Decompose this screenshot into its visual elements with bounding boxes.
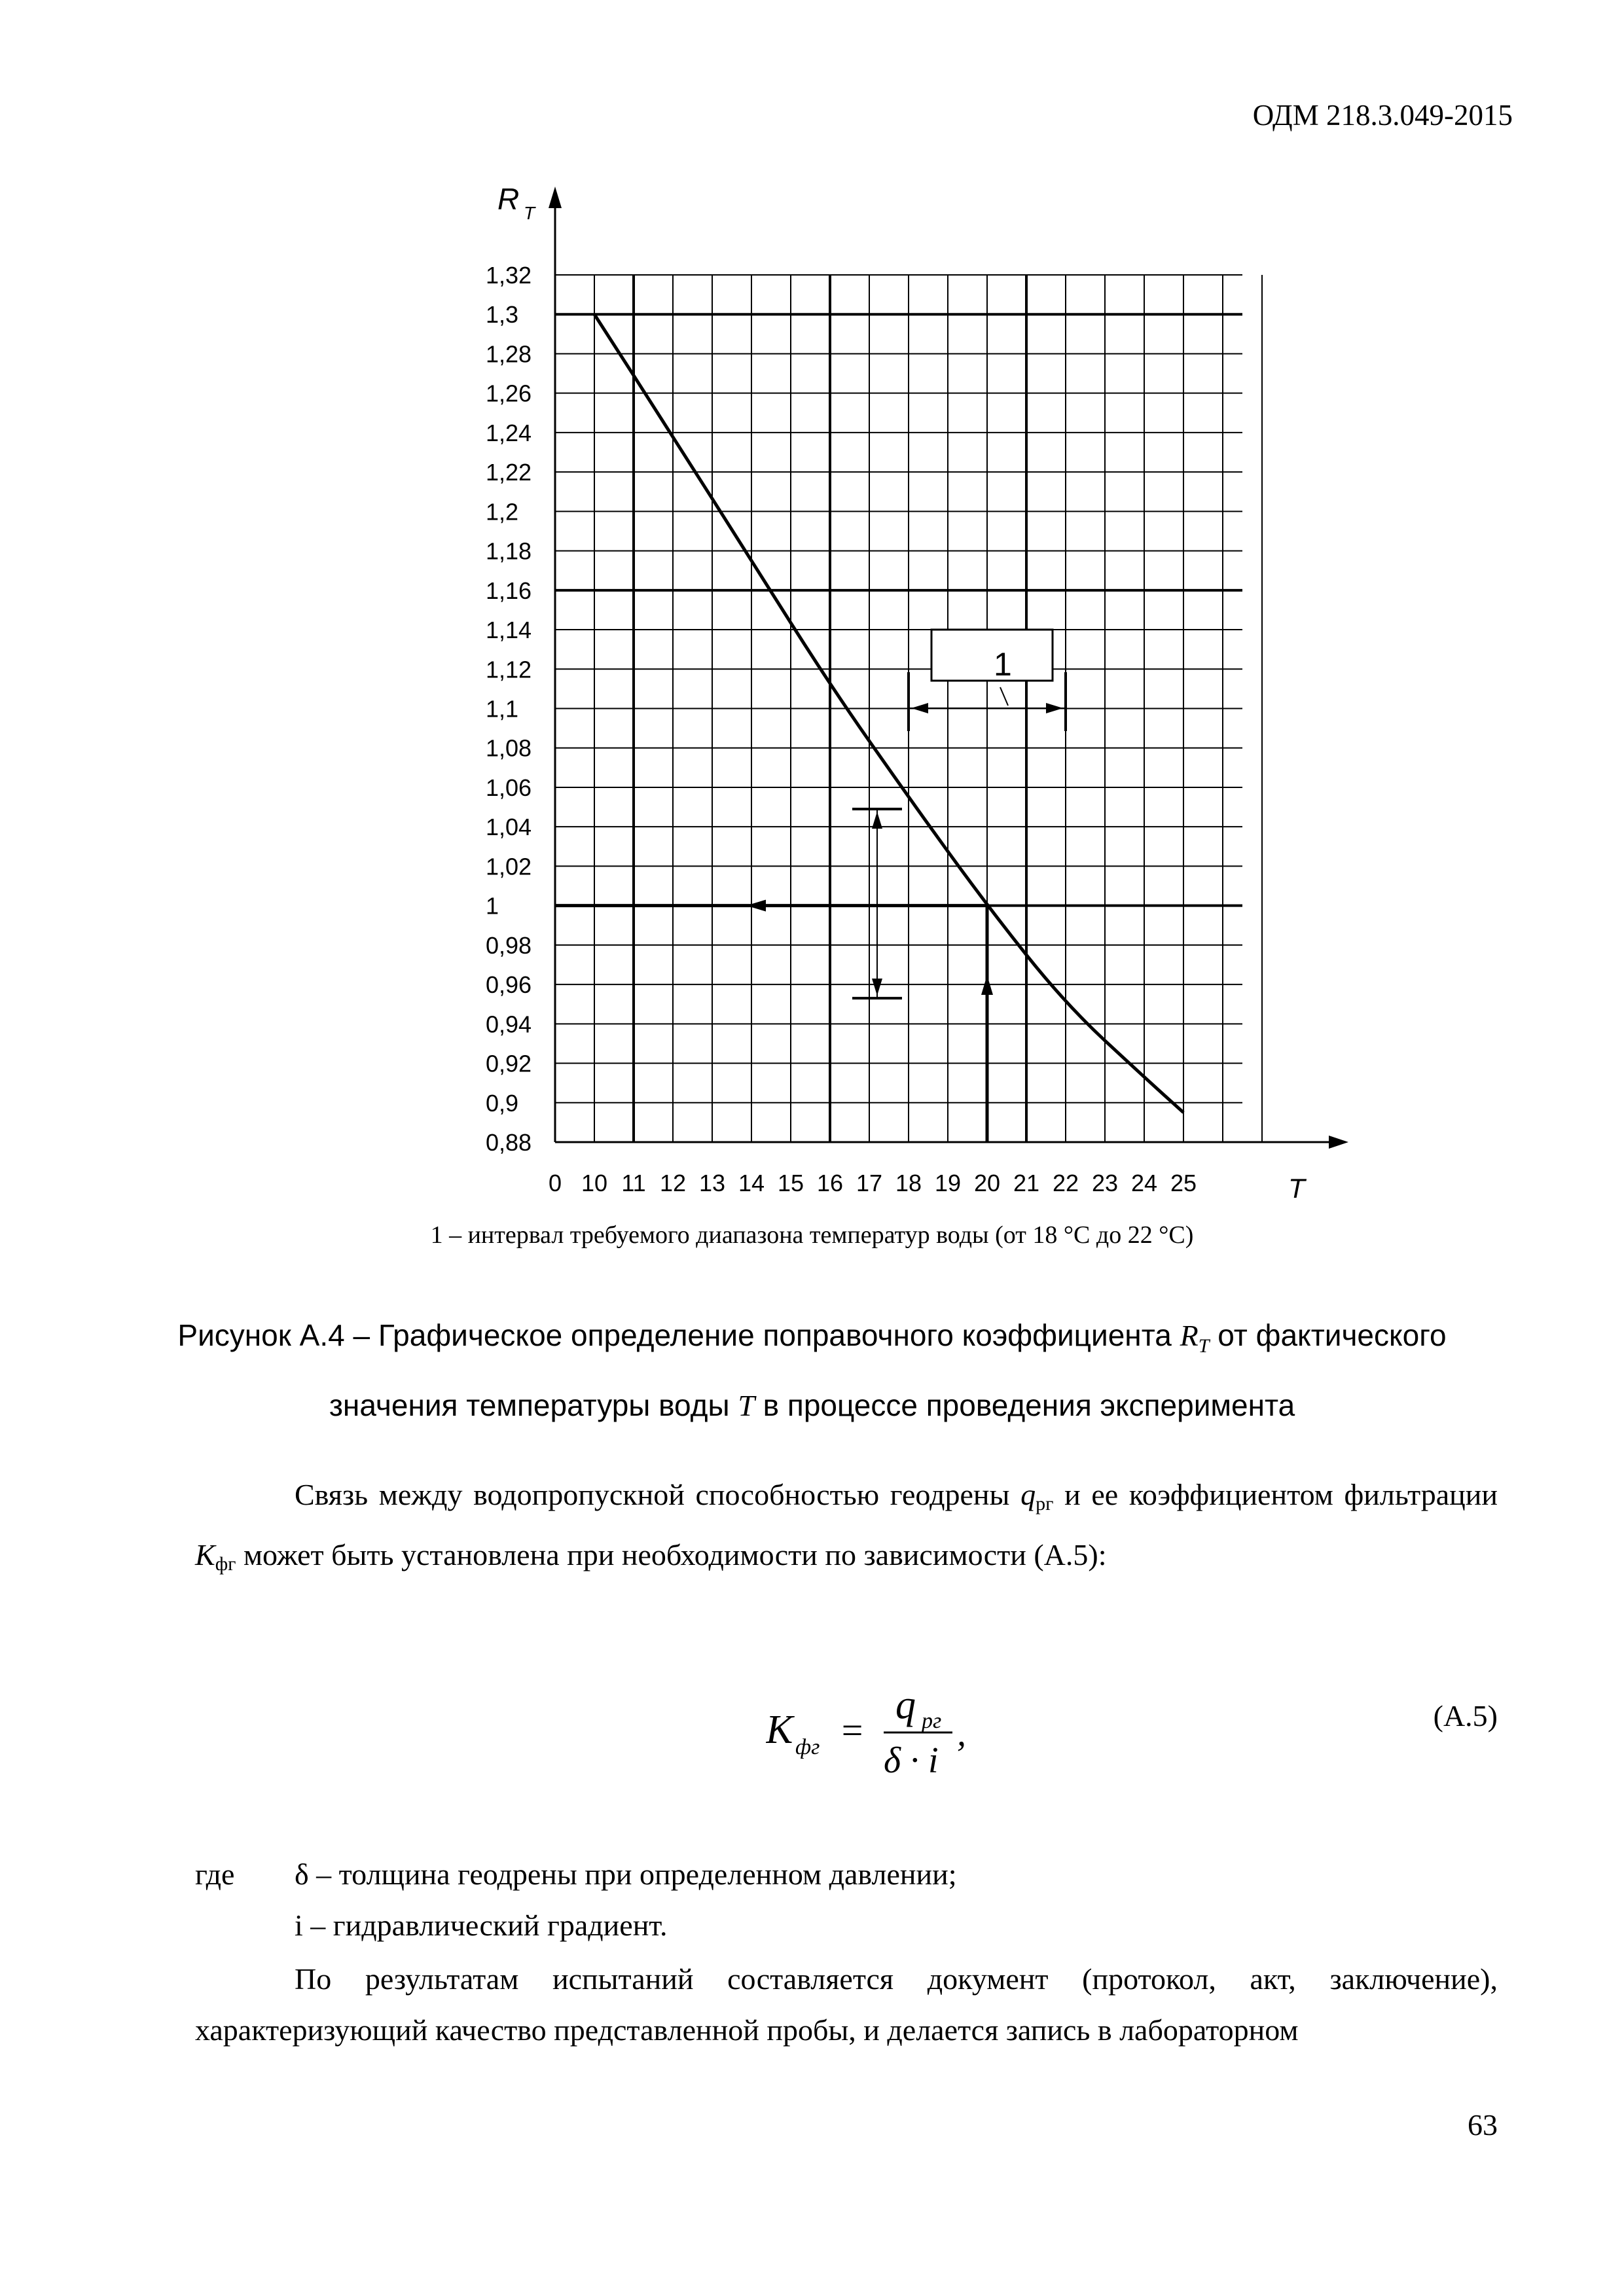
paragraph-2: По результатам испытаний составляется документ (протокол, акт, заключение), характеризующий качество представленной пробы, и делается запись в лабораторном	[195, 1962, 1498, 2047]
x-tick-label: 19	[934, 1170, 962, 1196]
x-tick-label: 22	[1052, 1170, 1079, 1196]
x-tick-label: 20	[973, 1170, 1001, 1196]
reference-left-arrow	[746, 900, 766, 912]
x-tick-label: 23	[1091, 1170, 1119, 1196]
y-tick-label: 1,24	[486, 419, 532, 446]
y-tick-label: 0,94	[486, 1011, 532, 1038]
chart-series	[594, 314, 1183, 1113]
interval-label-box	[931, 630, 1053, 681]
chart-annotations	[555, 630, 1066, 1142]
paragraph-1: Связь между водопропускной способностью геодрены $q_{рг}$ и ее коэффициентом фильтрации $K_{фг}$ может быть установлена при необходимости по зависимости (А.5):	[195, 1478, 1498, 1575]
y-tick-label: 1,06	[486, 774, 532, 801]
rt-curve-0	[594, 314, 1183, 1113]
y-axis-title: R	[497, 182, 520, 216]
y-tick-label: 0,92	[486, 1050, 532, 1077]
chart-axes	[497, 182, 1348, 1204]
svg-text:=: =	[839, 1709, 865, 1751]
interval-label: 1	[994, 646, 1012, 683]
where-word: где	[195, 1857, 235, 1891]
interval-arrow-left	[911, 703, 928, 713]
svg-text:,: ,	[957, 1713, 966, 1754]
legend-note: 1 – интервал требуемого диапазона температур воды (от 18 °С до 22 °С)	[430, 1221, 1194, 1249]
y-tick-label: 1,32	[486, 262, 532, 289]
x-tick-label: 12	[659, 1170, 687, 1196]
y-tick-label: 1,1	[486, 695, 519, 723]
y-tick-labels	[486, 262, 532, 1156]
interval-arrow-right	[1046, 703, 1063, 713]
x-tick-label: 0	[548, 1170, 562, 1196]
interval-leader	[1000, 687, 1008, 706]
x-tick-label: 14	[738, 1170, 765, 1196]
svg-text:фг: фг	[795, 1735, 820, 1759]
x-axis-arrow	[1329, 1136, 1348, 1149]
y-tick-label: 0,9	[486, 1089, 519, 1117]
y-axis-arrow	[549, 187, 562, 208]
x-tick-label: 25	[1170, 1170, 1197, 1196]
x-tick-label: 10	[581, 1170, 608, 1196]
caption-line-2: значения температуры воды T в процессе проведения эксперимента	[329, 1388, 1295, 1423]
y-tick-label: 0,88	[486, 1129, 532, 1156]
caption-line-1: Рисунок А.4 – Графическое определение поправочного коэффициента $R_T$ от фактического	[177, 1318, 1447, 1357]
svg-text:q: q	[895, 1685, 916, 1727]
figure-caption	[0, 1306, 1624, 1435]
y-tick-label: 1,04	[486, 814, 532, 841]
y-tick-label: 1,22	[486, 459, 532, 486]
y-axis-title-sub: T	[524, 203, 535, 223]
x-tick-label: 21	[1013, 1170, 1040, 1196]
where-item-2: i – гидравлический градиент.	[295, 1909, 668, 1942]
x-tick-label: 24	[1130, 1170, 1158, 1196]
y-tick-label: 1,18	[486, 537, 532, 565]
y-tick-label: 1	[486, 892, 499, 920]
y-tick-label: 0,98	[486, 931, 532, 959]
page-number: 63	[1468, 2108, 1498, 2142]
y-tick-label: 1,12	[486, 656, 532, 683]
x-tick-label: 17	[856, 1170, 883, 1196]
formula-a5	[766, 1685, 1015, 1794]
y-tick-label: 1,02	[486, 853, 532, 880]
y-tick-label: 0,96	[486, 971, 532, 999]
x-tick-labels	[549, 1170, 1197, 1196]
x-tick-label: 11	[621, 1170, 646, 1196]
tolerance-arrow-up	[872, 812, 882, 829]
tolerance-arrow-down	[872, 978, 882, 996]
document-code: ОДМ 218.3.049-2015	[1252, 99, 1513, 132]
where-item-1: δ – толщина геодрены при определенном давлении;	[295, 1857, 957, 1891]
y-tick-label: 1,28	[486, 340, 532, 368]
x-tick-label: 16	[816, 1170, 844, 1196]
formula-render	[766, 1685, 1015, 1784]
x-tick-label: 13	[698, 1170, 726, 1196]
svg-text:рг: рг	[922, 1709, 942, 1733]
y-tick-label: 1,3	[486, 301, 519, 329]
y-tick-label: 1,08	[486, 734, 532, 762]
x-tick-label: 18	[895, 1170, 922, 1196]
y-tick-label: 1,26	[486, 380, 532, 407]
x-axis-title: T	[1288, 1173, 1305, 1204]
x-tick-label: 15	[777, 1170, 804, 1196]
y-tick-label: 1,16	[486, 577, 532, 604]
svg-text:δ · i: δ · i	[884, 1740, 939, 1781]
formula-number: (А.5)	[1433, 1699, 1498, 1732]
y-tick-label: 1,14	[486, 617, 532, 644]
y-tick-label: 1,2	[486, 498, 519, 526]
svg-text:K: K	[766, 1708, 793, 1752]
